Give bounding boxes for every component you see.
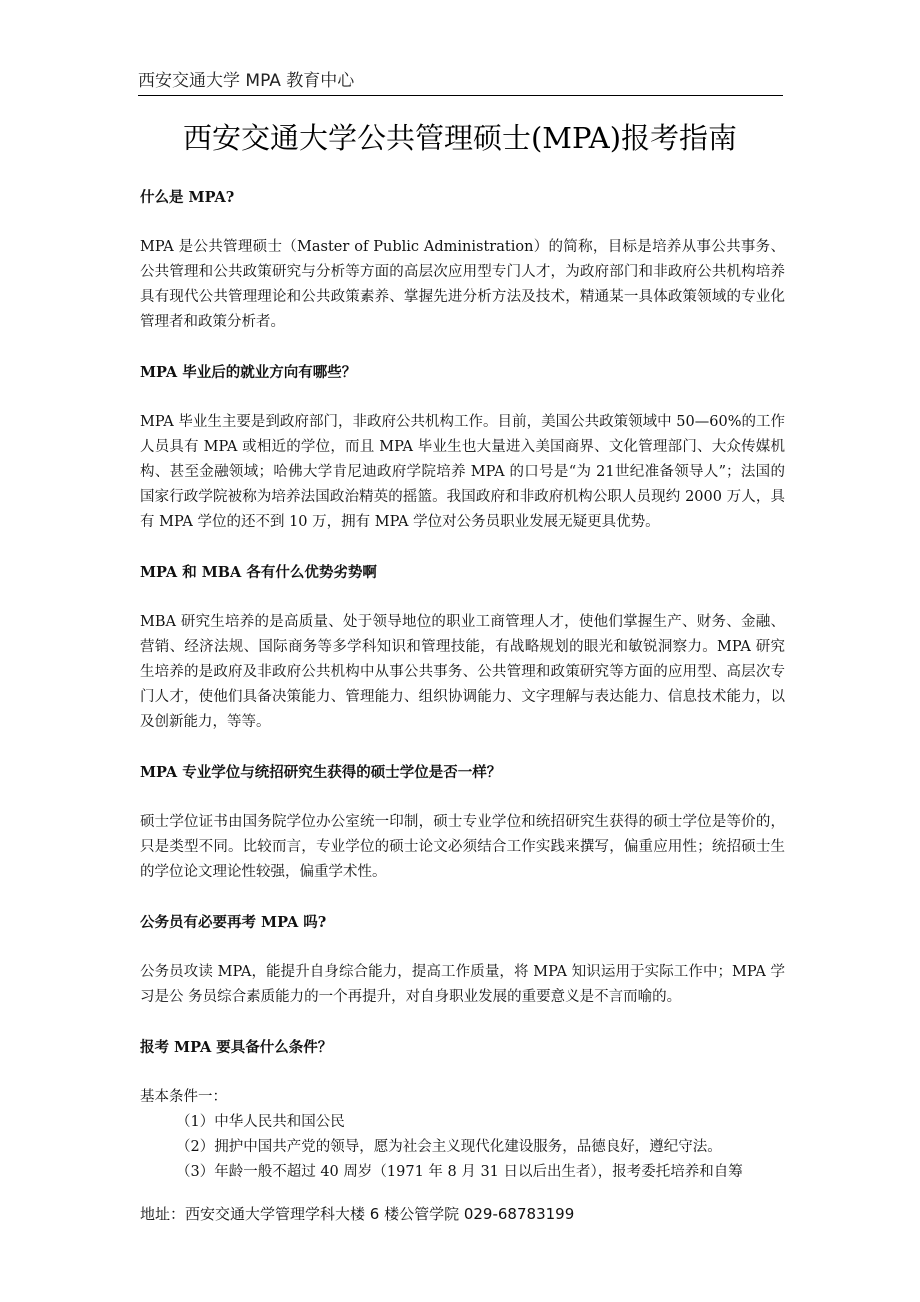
section-answer-1: MPA 是公共管理硕士（Master of Public Administration）的简称，目标是培养从事公共事务、公共管理和公共政策研究与分析等方面的高层次应用型专门人才，为政府部门和非政府公共机构培养具有现代公共管理理论和公共政策素养、掌握先进分析方法及技术，精通某一具体政策领域的专业化管理者和政策分析者。	[140, 239, 785, 330]
section-question-5: 公务员有必要再考 MPA 吗?	[140, 914, 327, 931]
condition-item: （3）年龄一般不超过 40 周岁（1971 年 8 月 31 日以后出生者），报考委托培养和自筹	[176, 1164, 743, 1180]
section-question-2: MPA 毕业后的就业方向有哪些？	[140, 364, 357, 381]
document-body	[140, 185, 785, 1185]
section-answer-3: MBA 研究生培养的是高质量、处于领导地位的职业工商管理人才，使他们掌握生产、财务、金融、营销、经济法规、国际商务等多学科知识和管理技能，有战略规划的眼光和敏锐洞察力。MPA 研究生培养的是政府及非政府公共机构中从事公共事务、公共管理和政策研究等方面的应用型、高层次专门人才，使他们具备决策能力、管理能力、组织协调能力、文字理解与表达能力、信息技术能力，以及创新能力，等等。	[140, 614, 785, 730]
conditions-list	[176, 1110, 785, 1185]
page-header: 西安交通大学 MPA 教育中心	[138, 66, 783, 96]
condition-item: （1）中华人民共和国公民	[176, 1114, 345, 1130]
section-answer-2: MPA 毕业生主要是到政府部门，非政府公共机构工作。目前，美国公共政策领域中 50—60%的工作人员具有 MPA 或相近的学位，而且 MPA 毕业生也大量进入美国商界、文化管理部门、大众传媒机构、甚至金融领域；哈佛大学肯尼迪政府学院培养 MPA 的口号是“为 21世纪准备领导人”；法国的国家行政学院被称为培养法国政治精英的摇篮。我国政府和非政府机构公职人员现约 2000 万人，具有 MPA 学位的还不到 10 万，拥有 MPA 学位对公务员职业发展无疑更具优势。	[140, 414, 785, 530]
page-title: 西安交通大学公共管理硕士(MPA)报考指南	[182, 121, 738, 155]
condition-item: （2）拥护中国共产党的领导，愿为社会主义现代化建设服务，品德良好，遵纪守法。	[176, 1139, 722, 1155]
section-question-1: 什么是 MPA?	[140, 189, 235, 206]
section-question-4: MPA 专业学位与统招研究生获得的硕士学位是否一样？	[140, 764, 502, 781]
section-answer-5: 公务员攻读 MPA，能提升自身综合能力，提高工作质量，将 MPA 知识运用于实际工作中；MPA 学习是公 务员综合素质能力的一个再提升，对自身职业发展的重要意义是不言而喻的。	[140, 964, 785, 1005]
page-footer-address: 地址：西安交通大学管理学科大楼 6 楼公管学院 029-68783199	[140, 1205, 575, 1223]
section-question-3: MPA 和 MBA 各有什么优势劣势啊	[140, 564, 377, 581]
conditions-label: 基本条件一：	[140, 1089, 227, 1105]
section-answer-4: 硕士学位证书由国务院学位办公室统一印制，硕士专业学位和统招研究生获得的硕士学位是等价的，只是类型不同。比较而言，专业学位的硕士论文必须结合工作实践来撰写，偏重应用性；统招硕士生的学位论文理论性较强，偏重学术性。	[140, 814, 785, 880]
section-question-6: 报考 MPA 要具备什么条件？	[140, 1039, 333, 1056]
